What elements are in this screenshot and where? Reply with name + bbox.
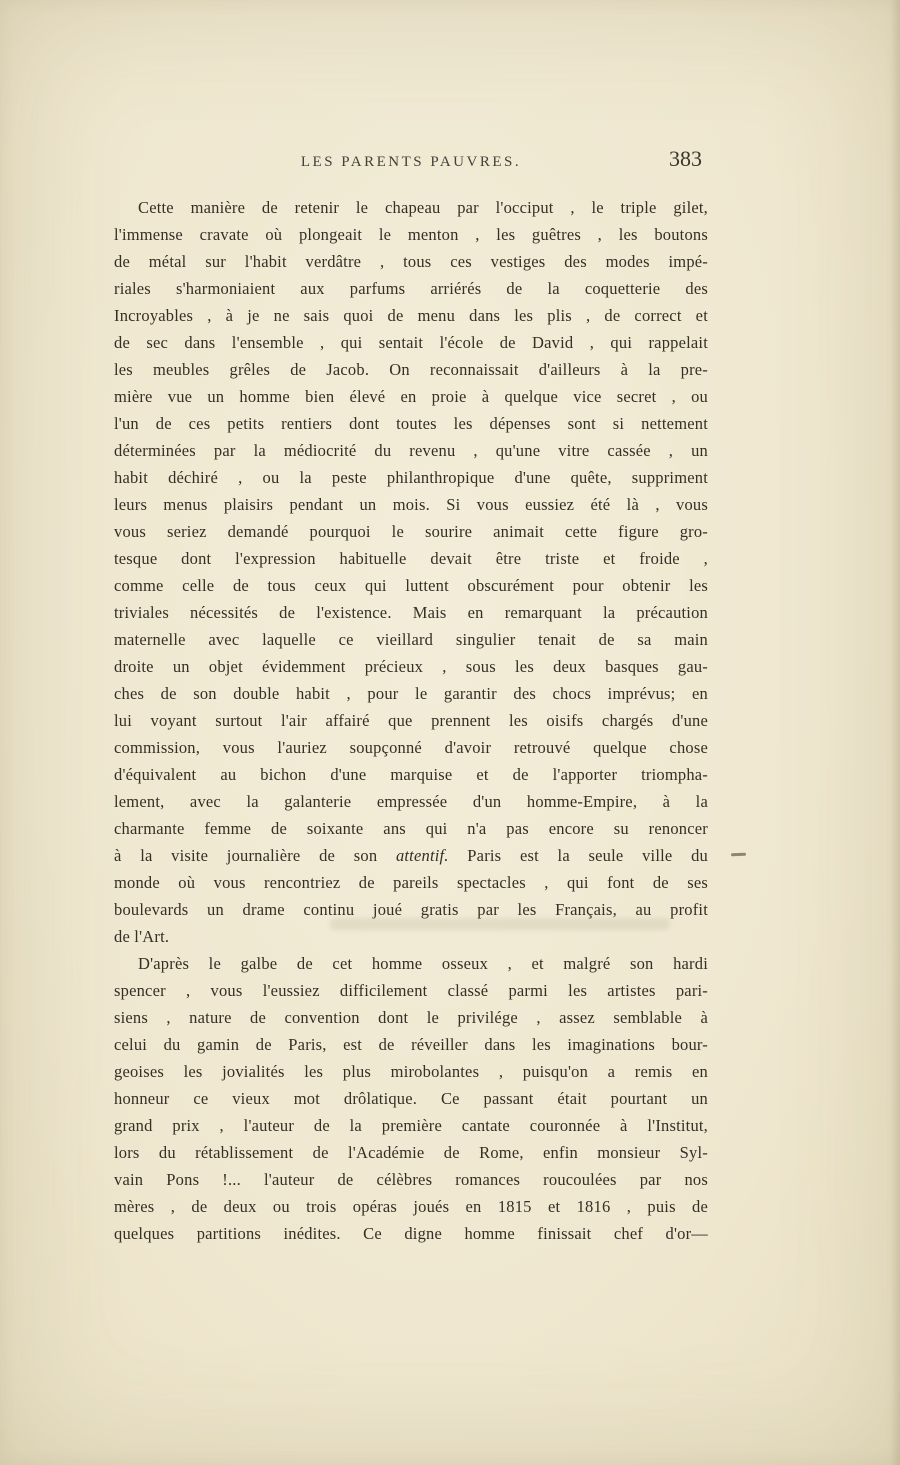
text-line: geoises les jovialités les plus mirobolantes , puisqu'on a remis en	[114, 1062, 708, 1081]
text-line: comme celle de tous ceux qui luttent obscurément pour obtenir les	[114, 576, 708, 595]
text-line: honneur ce vieux mot drôlatique. Ce passant était pourtant un	[114, 1089, 708, 1108]
text-segment: Paris est la seule ville du	[448, 846, 708, 865]
text-line: de métal sur l'habit verdâtre , tous ces vestiges des modes impé-	[114, 252, 708, 271]
text-line: de sec dans l'ensemble , qui sentait l'école de David , qui rappelait	[114, 333, 708, 352]
text-line: lement, avec la galanterie empressée d'un homme-Empire, à la	[114, 792, 708, 811]
text-block	[114, 146, 708, 1247]
text-line: l'un de ces petits rentiers dont toutes les dépenses sont si nettement	[114, 414, 708, 433]
text-line: monde où vous rencontriez de pareils spectacles , qui font de ses	[114, 873, 708, 892]
text-segment: à la visite journalière de son	[114, 846, 396, 865]
text-line: quelques partitions inédites. Ce digne homme finissait chef d'or—	[114, 1224, 708, 1243]
text-line: d'équivalent au bichon d'une marquise et de l'apporter triompha-	[114, 765, 708, 784]
text-line: mière vue un homme bien élevé en proie à quelque vice secret , ou	[114, 387, 708, 406]
text-line: mères , de deux ou trois opéras joués en 1815 et 1816 , puis de	[114, 1197, 708, 1216]
text-line: de l'Art.	[114, 927, 170, 946]
text-line: boulevards un drame continu joué gratis par les Français, au profit	[114, 900, 708, 919]
text-line: riales s'harmoniaient aux parfums arriérés de la coquetterie des	[114, 279, 708, 298]
text-line: lors du rétablissement de l'Académie de Rome, enfin monsieur Syl-	[114, 1143, 708, 1162]
text-line: D'après le galbe de cet homme osseux , et malgré son hardi	[138, 954, 708, 973]
page-number: 383	[669, 146, 702, 171]
text-line: tesque dont l'expression habituelle devait être triste et froide ,	[114, 549, 708, 568]
text-line: Cette manière de retenir le chapeau par l'occiput , le triple gilet,	[138, 198, 708, 217]
text-line: déterminées par la médiocrité du revenu , qu'une vitre cassée , un	[114, 441, 708, 460]
text-line: maternelle avec laquelle ce vieillard singulier tenait de sa main	[114, 630, 708, 649]
italic-word: attentif.	[395, 846, 449, 865]
text-line: charmante femme de soixante ans qui n'a pas encore su renoncer	[114, 819, 708, 838]
text-line: lui voyant surtout l'air affairé que prennent les oisifs chargés d'une	[114, 711, 708, 730]
text-line	[114, 842, 708, 869]
running-title: LES PARENTS PAUVRES.	[300, 154, 522, 170]
paragraph-2	[114, 950, 708, 1247]
text-line: spencer , vous l'eussiez difficilement classé parmi les artistes pari-	[114, 981, 708, 1000]
text-line: commission, vous l'auriez soupçonné d'avoir retrouvé quelque chose	[114, 738, 708, 757]
text-line: siens , nature de convention dont le privilége , assez semblable à	[114, 1008, 708, 1027]
text-line: habit déchiré , ou la peste philanthropique d'une quête, suppriment	[114, 468, 708, 487]
text-line: vous seriez demandé pourquoi le sourire animait cette figure gro-	[114, 522, 708, 541]
text-line: Incroyables , à je ne sais quoi de menu dans les plis , de correct et	[114, 306, 708, 325]
text-line: celui du gamin de Paris, est de réveiller dans les imaginations bour-	[114, 1035, 708, 1054]
text-line: vain Pons !... l'auteur de célèbres romances roucoulées par nos	[114, 1170, 708, 1189]
text-line: les meubles grêles de Jacob. On reconnaissait d'ailleurs à la pre-	[114, 360, 708, 379]
text-line: droite un objet évidemment précieux , sous les deux basques gau-	[114, 657, 708, 676]
text-line: ches de son double habit , pour le garantir des chocs imprévus; en	[114, 684, 708, 703]
text-line: grand prix , l'auteur de la première cantate couronnée à l'Institut,	[114, 1116, 708, 1135]
text-line: leurs menus plaisirs pendant un mois. Si vous eussiez été là , vous	[114, 495, 708, 514]
text-line: triviales nécessités de l'existence. Mais en remarquant la précaution	[114, 603, 708, 622]
page-edge-shading	[890, 0, 900, 1465]
ink-smudge	[731, 853, 746, 857]
text-line: l'immense cravate où plongeait le menton , les guêtres , les boutons	[114, 225, 708, 244]
paragraph-1	[114, 194, 708, 950]
running-head	[114, 146, 708, 194]
